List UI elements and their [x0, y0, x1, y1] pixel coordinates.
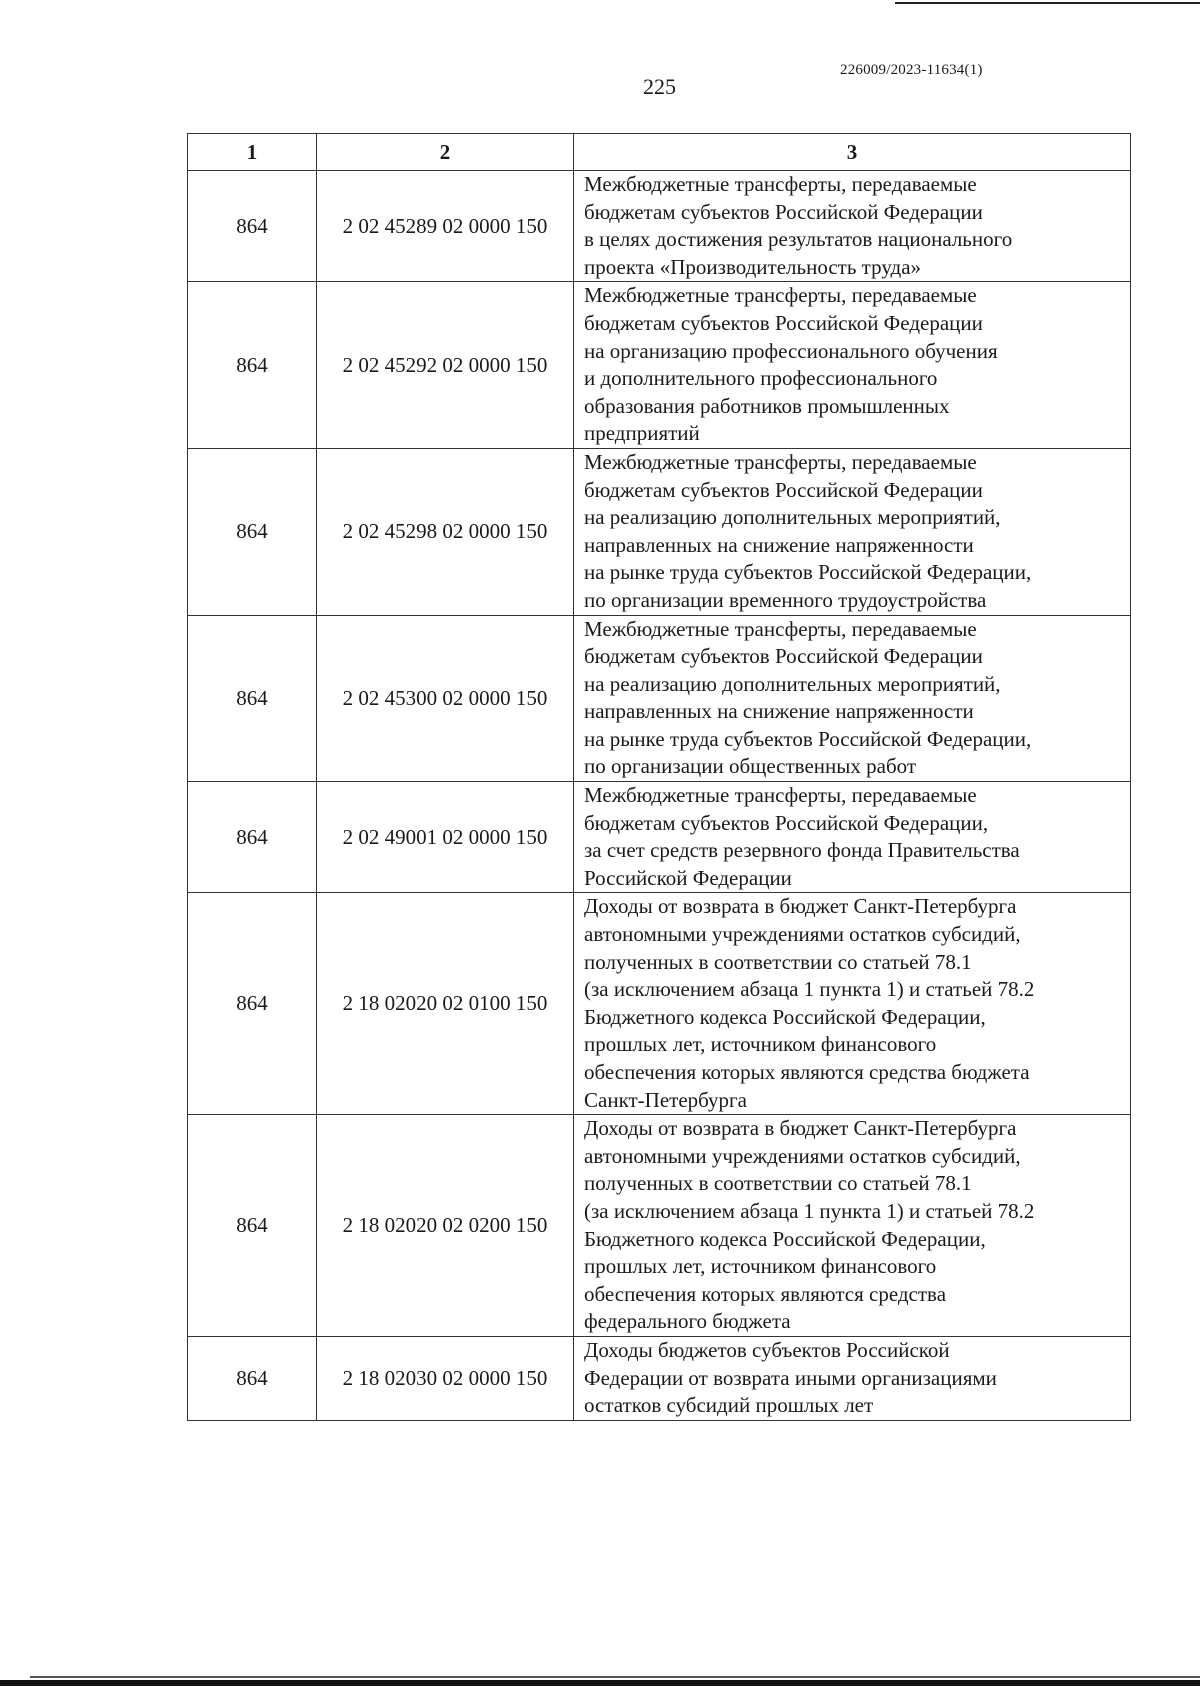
column-header-3: 3: [574, 134, 1131, 171]
description-cell: Межбюджетные трансферты, передаваемые бюджетам субъектов Российской Федерации в целях достижения результатов национального проекта «Производительность труда»: [574, 171, 1131, 282]
document-registration-number: 226009/2023-11634(1): [840, 62, 983, 78]
table-row: [188, 1115, 1131, 1337]
kbk-code-cell: 2 02 45298 02 0000 150: [317, 448, 574, 615]
scan-edge-line-top: [895, 2, 1200, 4]
description-cell: Доходы бюджетов субъектов Российской Федерации от возврата иными организациями остатков субсидий прошлых лет: [574, 1336, 1131, 1420]
table-row: [188, 282, 1131, 449]
kbk-code-cell: 2 18 02020 02 0200 150: [317, 1115, 574, 1337]
kbk-code-cell: 2 18 02030 02 0000 150: [317, 1336, 574, 1420]
table-row: [188, 171, 1131, 282]
description-cell: Межбюджетные трансферты, передаваемые бюджетам субъектов Российской Федерации, за счет средств резервного фонда Правительства Российской Федерации: [574, 782, 1131, 893]
table-header-row: [188, 134, 1131, 171]
kbk-code-cell: 2 02 45300 02 0000 150: [317, 615, 574, 782]
kbk-code-cell: 2 02 45292 02 0000 150: [317, 282, 574, 449]
description-cell: Доходы от возврата в бюджет Санкт-Петербурга автономными учреждениями остатков субсидий, полученных в соответствии со статьей 78.1 (за исключением абзаца 1 пункта 1) и статьей 78.2 Бюджетного кодекса Российской Федерации, прошлых лет, источником финансового обеспечения которых являются средства бюджета Санкт-Петербурга: [574, 893, 1131, 1115]
admin-code-cell: 864: [188, 615, 317, 782]
table-row: [188, 782, 1131, 893]
description-cell: Межбюджетные трансферты, передаваемые бюджетам субъектов Российской Федерации на реализацию дополнительных мероприятий, направленных на снижение напряженности на рынке труда субъектов Российской Федерации, по организации общественных работ: [574, 615, 1131, 782]
description-cell: Межбюджетные трансферты, передаваемые бюджетам субъектов Российской Федерации на организацию профессионального обучения и дополнительного профессионального образования работников промышленных предприятий: [574, 282, 1131, 449]
table-row: [188, 448, 1131, 615]
admin-code-cell: 864: [188, 1115, 317, 1337]
admin-code-cell: 864: [188, 171, 317, 282]
scan-edge-line-bottom: [0, 1680, 1200, 1686]
column-header-1: 1: [188, 134, 317, 171]
admin-code-cell: 864: [188, 282, 317, 449]
kbk-code-cell: 2 18 02020 02 0100 150: [317, 893, 574, 1115]
kbk-code-cell: 2 02 45289 02 0000 150: [317, 171, 574, 282]
admin-code-cell: 864: [188, 893, 317, 1115]
admin-code-cell: 864: [188, 448, 317, 615]
admin-code-cell: 864: [188, 1336, 317, 1420]
kbk-code-cell: 2 02 49001 02 0000 150: [317, 782, 574, 893]
scan-edge-line-bottom-thin: [30, 1676, 1200, 1678]
description-cell: Доходы от возврата в бюджет Санкт-Петербурга автономными учреждениями остатков субсидий, полученных в соответствии со статьей 78.1 (за исключением абзаца 1 пункта 1) и статьей 78.2 Бюджетного кодекса Российской Федерации, прошлых лет, источником финансового обеспечения которых являются средства федерального бюджета: [574, 1115, 1131, 1337]
table-row: [188, 893, 1131, 1115]
column-header-2: 2: [317, 134, 574, 171]
description-cell: Межбюджетные трансферты, передаваемые бюджетам субъектов Российской Федерации на реализацию дополнительных мероприятий, направленных на снижение напряженности на рынке труда субъектов Российской Федерации, по организации временного трудоустройства: [574, 448, 1131, 615]
admin-code-cell: 864: [188, 782, 317, 893]
table-row: [188, 1336, 1131, 1420]
page-number: 225: [643, 74, 676, 99]
table-row: [188, 615, 1131, 782]
budget-codes-table: [187, 133, 1131, 1421]
